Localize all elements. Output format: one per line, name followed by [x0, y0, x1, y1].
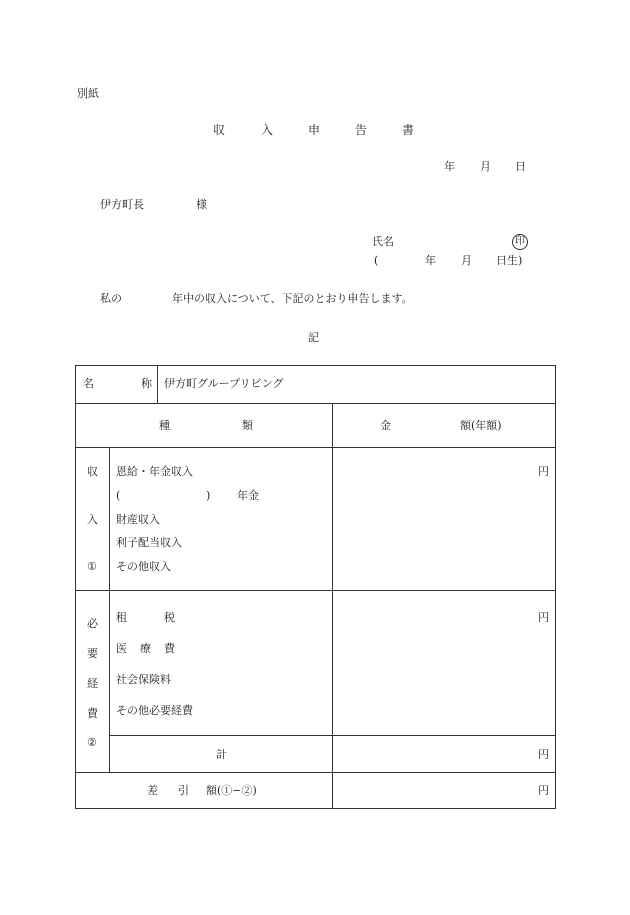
expense-item-medical-1: 医: [116, 642, 127, 655]
income-item-other: その他収入: [116, 560, 171, 573]
income-form-table: [75, 365, 555, 808]
table-divider: [75, 590, 555, 591]
expense-label-5: ②: [87, 736, 97, 749]
difference-label-3: 額(①−②): [206, 784, 257, 797]
table-divider: [75, 447, 555, 448]
table-border-left: [75, 365, 76, 808]
income-label-2: 入: [87, 513, 98, 526]
table-divider: [332, 403, 333, 808]
table-border-bottom: [75, 808, 556, 809]
difference-yen: 円: [538, 784, 549, 797]
statement-prefix: 私の: [100, 292, 122, 305]
income-item-pension: 恩給・年金収入: [116, 465, 193, 478]
name-row-label-2: 称: [141, 377, 152, 390]
expense-yen: 円: [538, 611, 549, 624]
expense-item-medical-2: 療: [140, 642, 151, 655]
income-item-open-paren: (: [116, 489, 121, 502]
expense-item-medical-3: 費: [164, 642, 175, 655]
amount-header-1: 金: [380, 419, 391, 432]
ki-label: 記: [308, 331, 319, 344]
income-yen: 円: [538, 465, 549, 478]
income-item-annuity: 年金: [237, 489, 259, 502]
name-row-label-1: 名: [83, 377, 94, 390]
honorific: 様: [196, 198, 207, 211]
name-label: 氏名: [372, 235, 394, 248]
expense-label-1: 必: [87, 617, 98, 630]
expense-item-insurance: 社会保険料: [116, 673, 171, 686]
table-border-top: [75, 365, 555, 366]
subtotal-yen: 円: [538, 748, 549, 761]
expense-label-2: 要: [87, 647, 98, 660]
type-header-2: 類: [242, 419, 253, 432]
table-divider: [109, 447, 110, 772]
addressee: 伊方町長: [100, 198, 144, 211]
income-item-dividend: 利子配当収入: [116, 536, 182, 549]
table-border-right: [555, 365, 556, 808]
income-item-property: 財産収入: [116, 513, 160, 526]
amount-header-2: 額(年額): [460, 419, 502, 432]
attachment-label: 別紙: [77, 87, 99, 100]
income-label-3: ①: [87, 560, 97, 573]
expense-item-tax-2: 税: [164, 611, 175, 624]
income-label-1: 収: [87, 465, 98, 478]
table-divider: [75, 772, 555, 773]
seal-mark: 印: [512, 234, 528, 250]
expense-item-tax-1: 租: [116, 611, 127, 624]
expense-label-4: 費: [87, 707, 98, 720]
expense-label-3: 経: [87, 677, 98, 690]
table-divider: [157, 365, 158, 403]
difference-label-2: 引: [178, 784, 189, 797]
income-item-close-paren: ): [206, 489, 211, 502]
subtotal-label: 計: [216, 748, 227, 761]
difference-label-1: 差: [147, 784, 158, 797]
table-divider: [75, 403, 555, 404]
type-header-1: 種: [159, 419, 170, 432]
facility-name: 伊方町グループリビング: [164, 377, 284, 390]
expense-item-other: その他必要経費: [116, 704, 193, 717]
statement-text: 年中の収入について、下記のとおり申告します。: [172, 292, 413, 305]
